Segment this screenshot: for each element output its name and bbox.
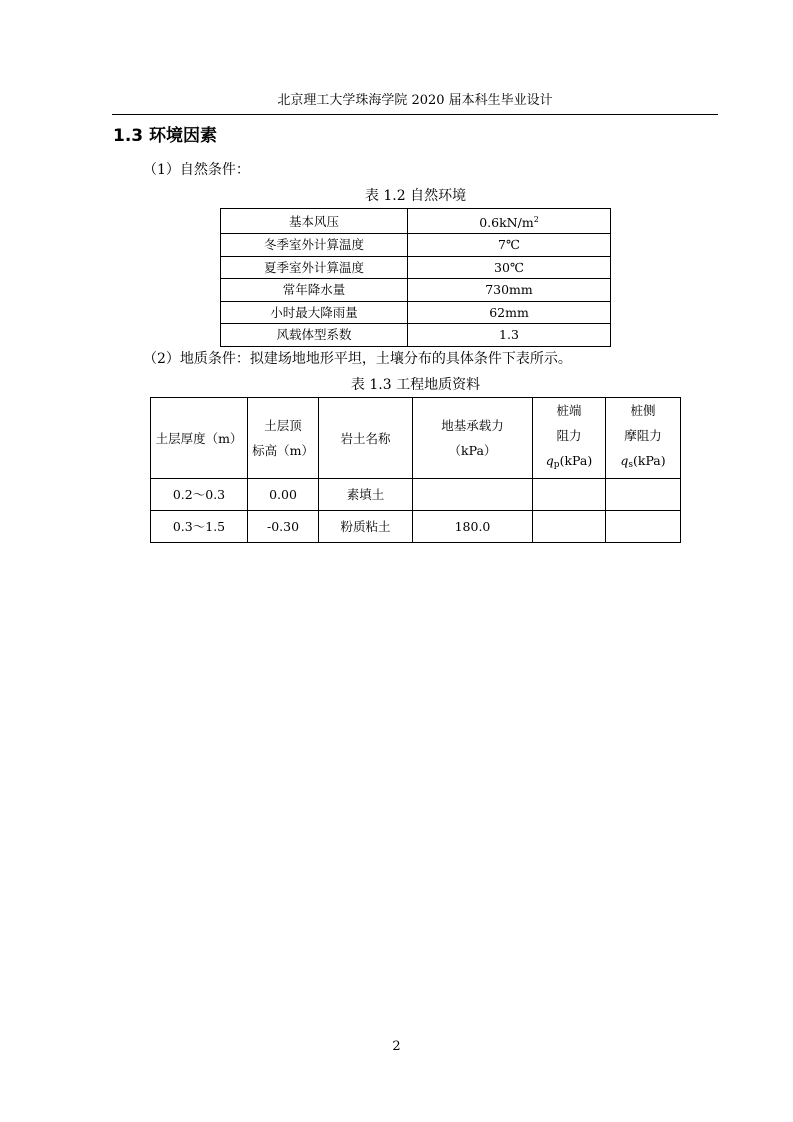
header-bearing-line2: （kPa）	[448, 443, 497, 458]
table-row	[221, 256, 611, 279]
env-value-sup: 2	[533, 215, 539, 224]
table-row	[221, 324, 611, 347]
header-side-symbol: q	[620, 453, 629, 468]
table-row	[221, 209, 611, 234]
env-value: 62mm	[408, 301, 611, 324]
natural-environment-table	[220, 208, 611, 347]
header-soil-name: 岩土名称	[319, 398, 413, 479]
cell-bearing	[413, 479, 533, 511]
env-value-text: 0.6kN/m	[479, 215, 534, 230]
cell-elevation: -0.30	[248, 511, 319, 543]
header-tip-line2: 阻力	[556, 428, 582, 443]
header-side-subscript: s	[628, 460, 633, 470]
header-side-line1: 桩侧	[630, 403, 656, 418]
header-tip-line1: 桩端	[556, 403, 582, 418]
env-label: 小时最大降雨量	[221, 301, 408, 324]
header-rule	[112, 114, 718, 115]
table-row	[221, 279, 611, 302]
env-value: 1.3	[408, 324, 611, 347]
env-value: 730mm	[408, 279, 611, 302]
env-label: 风载体型系数	[221, 324, 408, 347]
page-header: 北京理工大学珠海学院 2020 届本科生毕业设计	[277, 93, 553, 108]
table-row	[221, 234, 611, 257]
geo-table-caption: 表 1.3 工程地质资料	[350, 377, 481, 393]
header-top-elevation-line1: 土层顶	[264, 418, 302, 433]
cell-tip	[533, 479, 606, 511]
table-header-row	[151, 398, 681, 479]
cell-side	[606, 511, 681, 543]
table-row	[151, 511, 681, 543]
table-row	[221, 301, 611, 324]
header-side-friction	[606, 398, 681, 479]
header-bearing	[413, 398, 533, 479]
env-value	[408, 209, 611, 234]
env-label: 冬季室外计算温度	[221, 234, 408, 257]
header-bearing-line1: 地基承载力	[441, 418, 504, 433]
cell-side	[606, 479, 681, 511]
natural-conditions-intro: （1）自然条件：	[143, 162, 250, 178]
cell-thickness: 0.3～1.5	[151, 511, 248, 543]
header-side-line2: 摩阻力	[624, 428, 662, 443]
cell-bearing: 180.0	[413, 511, 533, 543]
cell-tip	[533, 511, 606, 543]
section-title: 1.3 环境因素	[113, 126, 218, 146]
env-label: 夏季室外计算温度	[221, 256, 408, 279]
header-side-unit: (kPa)	[633, 453, 666, 468]
table-row	[151, 479, 681, 511]
header-tip-resistance	[533, 398, 606, 479]
geology-conditions-intro: （2）地质条件：拟建场地地形平坦，土壤分布的具体条件下表所示。	[143, 351, 572, 367]
env-table-caption: 表 1.2 自然环境	[364, 188, 467, 204]
header-tip-unit: (kPa)	[559, 453, 593, 468]
cell-soil-name: 粉质粘土	[319, 511, 413, 543]
env-label: 基本风压	[221, 209, 408, 234]
env-label: 常年降水量	[221, 279, 408, 302]
cell-thickness: 0.2～0.3	[151, 479, 248, 511]
cell-soil-name: 素填土	[319, 479, 413, 511]
page-number: 2	[392, 1039, 401, 1054]
header-top-elevation-line2: 标高（m）	[252, 443, 314, 458]
header-top-elevation	[248, 398, 319, 479]
cell-elevation: 0.00	[248, 479, 319, 511]
header-tip-symbol: q	[545, 453, 554, 468]
header-tip-subscript: p	[553, 460, 560, 470]
header-thickness: 土层厚度（m）	[151, 398, 248, 479]
header-side-line3	[606, 448, 680, 478]
header-tip-line3	[533, 448, 605, 478]
env-value: 30℃	[408, 256, 611, 279]
geology-table	[150, 397, 681, 543]
env-value: 7℃	[408, 234, 611, 257]
